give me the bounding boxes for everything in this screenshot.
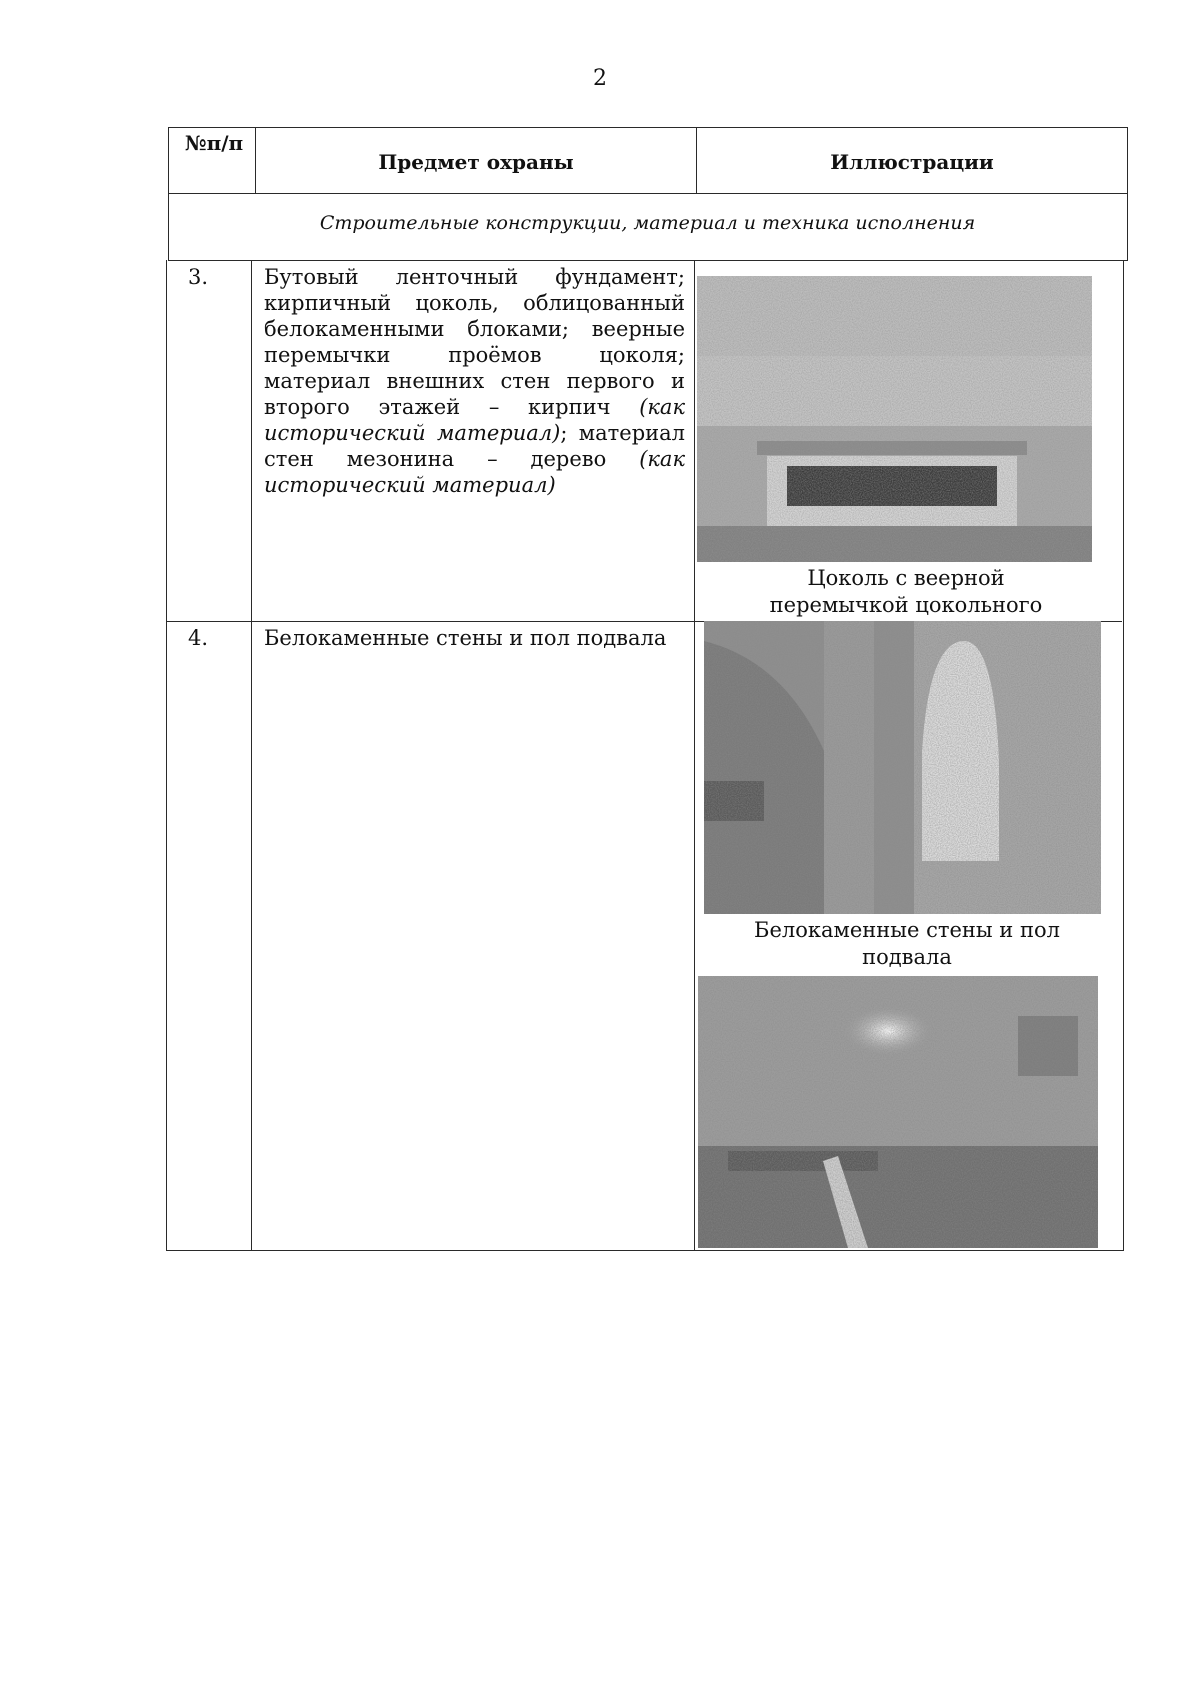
section-title: Строительные конструкции, материал и техника исполнения — [319, 212, 976, 234]
page-number: 2 — [593, 66, 607, 91]
header-subject: Предмет охраны — [378, 150, 574, 174]
row-4-description: Белокаменные стены и пол подвала — [264, 626, 667, 650]
row-3-description — [264, 264, 685, 498]
row-3-desc-italic-a: (как исторический материал) — [264, 395, 685, 445]
photo-plinth-arch — [697, 276, 1092, 562]
row-4-number: 4. — [188, 626, 209, 650]
photo-basement-floor — [698, 976, 1098, 1248]
photo-basement-arches — [704, 621, 1101, 914]
photo-caption-plinth: Цоколь с веерной перемычкой цокольного — [769, 566, 1043, 617]
row-3-number: 3. — [188, 265, 209, 289]
header-number: №п/п — [184, 131, 244, 155]
row-3-desc-italic-b: (как исторический материал) — [264, 447, 685, 497]
row-3-desc-text-b: ; материал стен мезонина – дерево — [264, 421, 686, 471]
photo-caption-basement: Белокаменные стены и пол подвала — [754, 918, 1060, 969]
header-illustrations: Иллюстрации — [830, 150, 994, 174]
row-3-desc-text-a: Бутовый ленточный фундамент; кирпичный цоколь, облицованный белокаменными блоками; веерные перемычки проёмов цоколя; материал внешних стен первого и второго этажей – кирпич — [264, 265, 685, 419]
